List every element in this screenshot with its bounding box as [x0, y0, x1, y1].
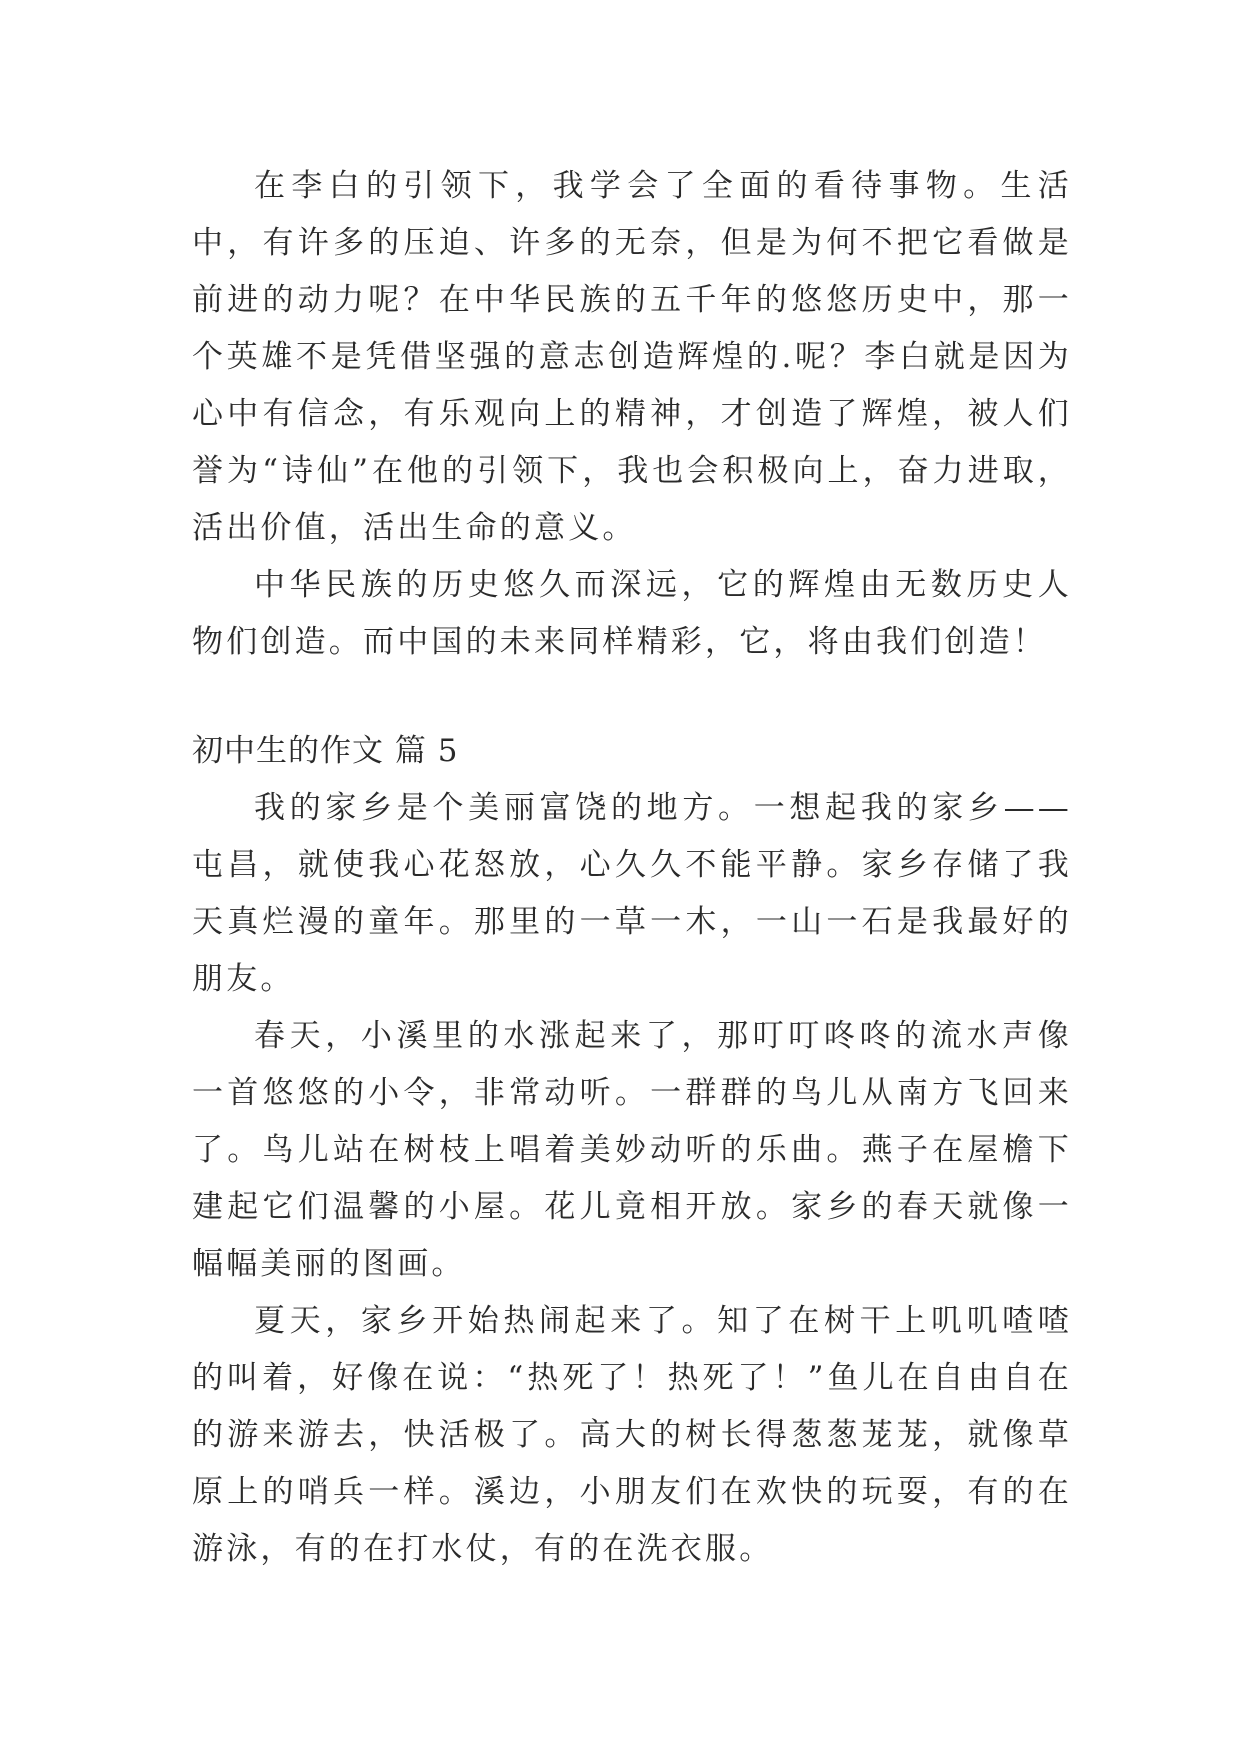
- paragraph-hometown-intro: 我的家乡是个美丽富饶的地方。一想起我的家乡——屯昌，就使我心花怒放，心久久不能平静。家乡存储了我天真烂漫的童年。那里的一草一木，一山一石是我最好的朋友。: [192, 790, 1072, 997]
- paragraph-conclusion: 中华民族的历史悠久而深远，它的辉煌由无数历史人物们创造。而中国的未来同样精彩，它，将由我们创造！: [192, 567, 1072, 660]
- paragraph-summer: 夏天，家乡开始热闹起来了。知了在树干上叽叽喳喳的叫着，好像在说：“热死了！热死了！”鱼儿在自由自在的游来游去，快活极了。高大的树长得葱葱茏茏，就像草原上的哨兵一样。溪边，小朋友们在欢快的玩耍，有的在游泳，有的在打水仗，有的在洗衣服。: [192, 1303, 1072, 1567]
- paragraph-spring: 春天，小溪里的水涨起来了，那叮叮咚咚的流水声像一首悠悠的小令，非常动听。一群群的鸟儿从南方飞回来了。鸟儿站在树枝上唱着美妙动听的乐曲。燕子在屋檐下建起它们温馨的小屋。花儿竟相开放。家乡的春天就像一幅幅美丽的图画。: [192, 1018, 1072, 1282]
- document-body: [192, 158, 1072, 1578]
- section-heading: 初中生的作文 篇 5: [192, 733, 459, 769]
- paragraph-li-bai: 在李白的引领下，我学会了全面的看待事物。生活中，有许多的压迫、许多的无奈，但是为何不把它看做是前进的动力呢？在中华民族的五千年的悠悠历史中，那一个英雄不是凭借坚强的意志创造辉煌的.呢？李白就是因为心中有信念，有乐观向上的精神，才创造了辉煌，被人们誉为“诗仙”在他的引领下，我也会积极向上，奋力进取，活出价值，活出生命的意义。: [192, 168, 1072, 546]
